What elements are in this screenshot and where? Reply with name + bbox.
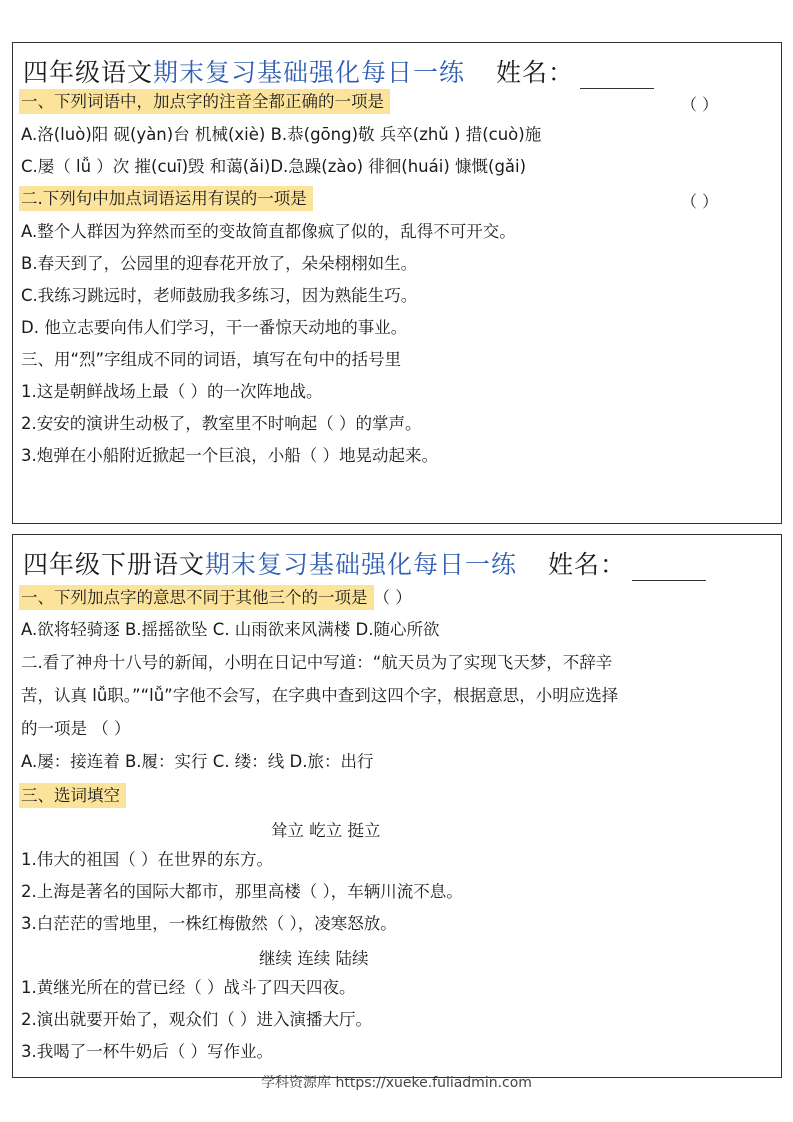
card2-word-bank-1: 耸立 屹立 挺立: [271, 821, 381, 840]
card2-q1-answer-paren: （ ）: [373, 588, 412, 607]
footer-source[interactable]: 学科资源库 https://xueke.fuliadmin.com: [261, 1075, 532, 1091]
card1-q2-answer-paren: （ ）: [681, 192, 719, 211]
card2-q1-heading: 一、下列加点字的意思不同于其他三个的一项是 （ ）: [21, 587, 412, 609]
card2-word-bank-2: 继续 连续 陆续: [259, 949, 369, 968]
worksheet-card-2: [12, 534, 782, 1078]
card1-q2-option-c: C.我练习跳远时，老师鼓励我多练习，因为熟能生巧。: [21, 286, 418, 305]
card1-q3-item-3: 3.炮弹在小船附近掀起一个巨浪，小船（ ）地晃动起来。: [21, 446, 438, 465]
card1-title: [23, 53, 654, 89]
worksheet-card-1: [12, 42, 782, 524]
card1-q1-heading: 一、下列词语中，加点字的注音全都正确的一项是: [21, 91, 390, 113]
card2-q2-options: A.屡：接连着 B.履：实行 C. 缕：线 D.旅：出行: [21, 752, 374, 771]
card2-q3-heading: 三、选词填空: [21, 785, 126, 807]
card1-title-prefix: 四年级语文: [23, 58, 154, 87]
card2-q3-item-4: 1.黄继光所在的营已经（ ）战斗了四天四夜。: [21, 978, 356, 997]
card2-q3-item-6: 3.我喝了一杯牛奶后（ ）写作业。: [21, 1042, 273, 1061]
card1-q1-answer-paren: （ ）: [681, 95, 719, 114]
card1-q3-item-2: 2.安安的演讲生动极了，教室里不时响起（ ）的掌声。: [21, 414, 422, 433]
card2-q2-line-1: 二.看了神舟十八号的新闻，小明在日记中写道：“航天员为了实现飞天梦，不辞辛: [21, 653, 613, 672]
card2-q2-line-2: 苦，认真 lǚ职。”“lǚ”字他不会写，在字典中查到这四个字，根据意思，小明应选择: [21, 686, 619, 705]
card1-q3-heading: 三、用“烈”字组成不同的词语，填写在句中的括号里: [21, 350, 402, 369]
card1-q2-option-d: D. 他立志要向伟人们学习，干一番惊天动地的事业。: [21, 318, 408, 337]
card1-title-main: 期末复习基础强化每日一练: [153, 58, 466, 87]
card2-q1-options: A.欲将轻骑逐 B.摇摇欲坠 C. 山雨欲来风满楼 D.随心所欲: [21, 620, 440, 639]
card2-title-prefix: 四年级下册语文: [23, 550, 206, 579]
card2-q3-item-5: 2.演出就要开始了，观众们（ ）进入演播大厅。: [21, 1010, 372, 1029]
card1-name-label: 姓名：: [495, 58, 574, 87]
card1-q2-option-a: A.整个人群因为猝然而至的变故简直都像疯了似的，乱得不可开交。: [21, 222, 516, 241]
card2-name-blank: [632, 558, 706, 581]
card2-q3-item-2: 2.上海是著名的国际大都市，那里高楼（ ），车辆川流不息。: [21, 882, 463, 901]
card2-title: [23, 545, 706, 581]
card1-q2-heading: 二.下列句中加点词语运用有误的一项是: [21, 188, 313, 210]
card2-title-main: 期末复习基础强化每日一练: [205, 550, 518, 579]
card1-q1-options-2: C.屡（ lǚ ）次 摧(cuī)毁 和蔼(ǎi)D.急躁(zào) 徘徊(huái) 慷慨(gǎi): [21, 157, 527, 176]
card2-q2-line-3: 的一项是 （ ）: [21, 719, 131, 738]
card1-q2-option-b: B.春天到了，公园里的迎春花开放了，朵朵栩栩如生。: [21, 254, 418, 273]
card2-q3-item-3: 3.白茫茫的雪地里，一株红梅傲然（ ），凌寒怒放。: [21, 914, 397, 933]
card2-name-label: 姓名：: [547, 550, 626, 579]
card1-q1-options-1: A.洛(luò)阳 砚(yàn)台 机械(xiè) B.恭(gōng)敬 兵卒(zhǔ ) 措(cuò)施: [21, 125, 542, 144]
card1-name-blank: [580, 66, 654, 89]
card2-q3-item-1: 1.伟大的祖国（ ）在世界的东方。: [21, 850, 273, 869]
card1-q3-item-1: 1.这是朝鲜战场上最（ ）的一次阵地战。: [21, 382, 323, 401]
